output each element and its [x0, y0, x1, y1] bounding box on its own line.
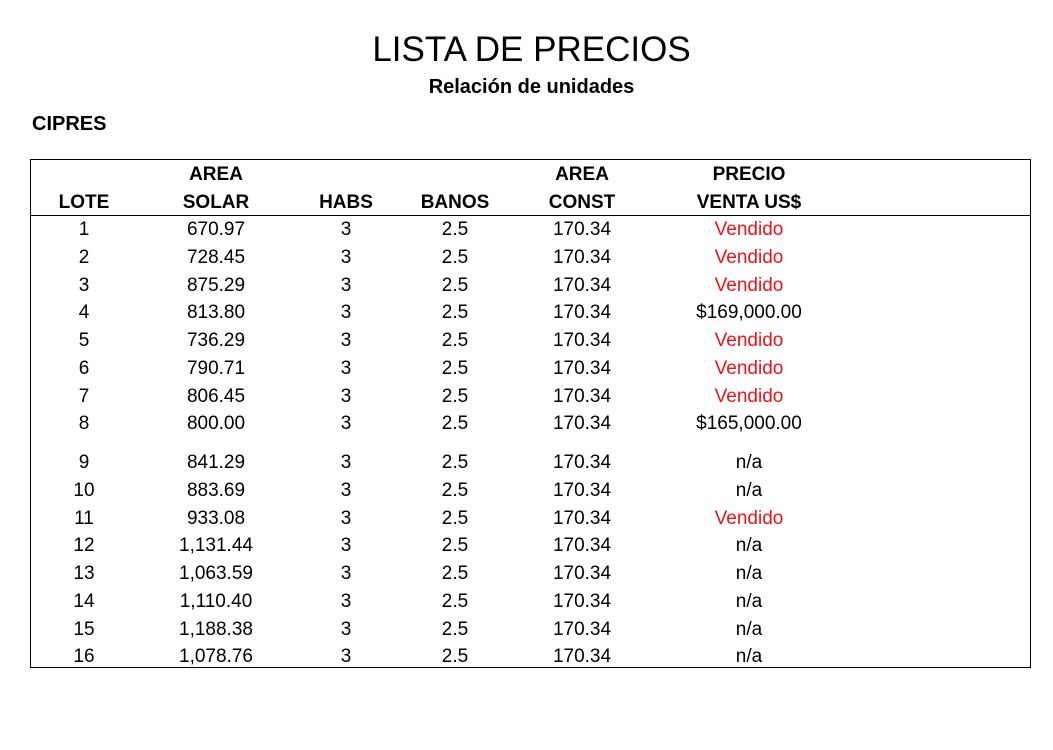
- cell-precio-sold: Vendido: [714, 507, 784, 529]
- cell-habs: 3: [340, 357, 352, 379]
- cell-area-const: 170.34: [552, 563, 612, 584]
- cell-banos: 2.5: [441, 385, 469, 407]
- cell-area-const: 170.34: [552, 646, 612, 668]
- cell-area-solar: 1,063.59: [179, 563, 253, 584]
- cell-area-const: 170.34: [552, 357, 612, 379]
- header-divider: [31, 215, 1030, 216]
- cell-banos: 2.5: [441, 563, 469, 584]
- cell-banos: 2.5: [441, 618, 469, 640]
- cell-habs: 3: [340, 302, 352, 324]
- cell-lote: 15: [73, 618, 95, 640]
- header-area-const-line-1: AREA: [555, 164, 609, 185]
- cell-area-const: 170.34: [552, 590, 612, 612]
- header-lote-line-2: LOTE: [58, 192, 110, 213]
- cell-habs: 3: [340, 563, 352, 584]
- header-area-solar-line-2: SOLAR: [182, 192, 250, 213]
- cell-precio-sold: Vendido: [714, 274, 784, 296]
- cell-habs: 3: [340, 274, 352, 296]
- price-table: [30, 159, 1031, 668]
- cell-area-solar: 813.80: [186, 302, 246, 324]
- section-title: CIPRES: [32, 113, 107, 135]
- cell-area-solar: 806.45: [186, 385, 246, 407]
- cell-precio-sold: Vendido: [714, 330, 784, 351]
- cell-banos: 2.5: [441, 646, 469, 668]
- header-precio-line-1: PRECIO: [712, 164, 786, 185]
- cell-area-const: 170.34: [552, 452, 612, 473]
- cell-lote: 7: [78, 385, 90, 407]
- page-subtitle: Relación de unidades: [428, 76, 635, 98]
- cell-lote: 11: [74, 507, 94, 529]
- cell-area-solar: 736.29: [186, 330, 246, 351]
- cell-precio: n/a: [735, 563, 763, 584]
- cell-habs: 3: [340, 479, 352, 501]
- cell-area-solar: 883.69: [186, 479, 246, 501]
- cell-habs: 3: [340, 618, 352, 640]
- cell-precio: n/a: [735, 646, 763, 668]
- cell-area-solar: 933.08: [186, 507, 246, 529]
- cell-area-const: 170.34: [552, 535, 612, 557]
- cell-area-const: 170.34: [552, 219, 612, 240]
- cell-habs: 3: [340, 385, 352, 407]
- cell-precio-sold: Vendido: [714, 357, 784, 379]
- cell-area-solar: 841.29: [186, 452, 246, 473]
- cell-banos: 2.5: [441, 590, 469, 612]
- cell-lote: 3: [78, 274, 90, 296]
- cell-precio: n/a: [735, 590, 763, 612]
- cell-banos: 2.5: [441, 452, 469, 473]
- cell-lote: 9: [78, 452, 90, 473]
- cell-area-solar: 790.71: [186, 357, 246, 379]
- cell-banos: 2.5: [441, 535, 469, 557]
- cell-lote: 8: [78, 413, 90, 435]
- cell-banos: 2.5: [441, 246, 469, 268]
- cell-habs: 3: [340, 413, 352, 435]
- cell-habs: 3: [340, 535, 352, 557]
- cell-area-const: 170.34: [552, 274, 612, 296]
- cell-lote: 10: [73, 479, 95, 501]
- header-area-const-line-2: CONST: [548, 192, 616, 213]
- cell-banos: 2.5: [441, 302, 469, 324]
- cell-habs: 3: [340, 219, 352, 240]
- cell-banos: 2.5: [441, 507, 469, 529]
- cell-area-solar: 1,188.38: [179, 618, 253, 640]
- cell-area-const: 170.34: [552, 246, 612, 268]
- cell-banos: 2.5: [441, 274, 469, 296]
- cell-precio-sold: Vendido: [714, 246, 784, 268]
- cell-habs: 3: [340, 646, 352, 668]
- cell-precio: n/a: [735, 618, 763, 640]
- page-title: LISTA DE PRECIOS: [372, 30, 691, 69]
- cell-precio-sold: Vendido: [714, 385, 784, 407]
- cell-area-const: 170.34: [552, 413, 612, 435]
- cell-area-solar: 728.45: [186, 246, 246, 268]
- cell-area-solar: 1,110.40: [179, 590, 253, 612]
- cell-area-const: 170.34: [552, 479, 612, 501]
- cell-area-solar: 1,131.44: [179, 535, 253, 557]
- cell-lote: 13: [73, 563, 95, 584]
- cell-precio-sold: Vendido: [714, 219, 784, 240]
- header-habs-line-2: HABS: [319, 192, 373, 213]
- cell-area-const: 170.34: [552, 507, 612, 529]
- cell-banos: 2.5: [441, 413, 469, 435]
- cell-lote: 6: [78, 357, 90, 379]
- cell-lote: 1: [78, 219, 90, 240]
- cell-banos: 2.5: [441, 357, 469, 379]
- cell-area-const: 170.34: [552, 302, 612, 324]
- cell-area-solar: 800.00: [186, 413, 246, 435]
- cell-banos: 2.5: [441, 330, 469, 351]
- cell-habs: 3: [340, 330, 352, 351]
- cell-habs: 3: [340, 452, 352, 473]
- cell-lote: 4: [78, 302, 90, 324]
- cell-lote: 16: [73, 646, 95, 668]
- header-banos-line-2: BANOS: [420, 192, 490, 213]
- cell-area-solar: 670.97: [186, 219, 246, 240]
- cell-area-solar: 875.29: [186, 274, 246, 296]
- cell-banos: 2.5: [441, 219, 469, 240]
- cell-lote: 5: [78, 330, 90, 351]
- cell-habs: 3: [340, 507, 352, 529]
- cell-habs: 3: [340, 590, 352, 612]
- cell-banos: 2.5: [441, 479, 469, 501]
- cell-area-const: 170.34: [552, 385, 612, 407]
- cell-habs: 3: [340, 246, 352, 268]
- cell-precio: n/a: [735, 452, 763, 473]
- cell-precio: n/a: [735, 535, 763, 557]
- cell-area-solar: 1,078.76: [179, 646, 253, 668]
- header-area-solar-line-1: AREA: [189, 164, 243, 185]
- cell-precio: n/a: [735, 479, 763, 501]
- cell-lote: 14: [73, 590, 95, 612]
- cell-lote: 2: [78, 246, 90, 268]
- cell-area-const: 170.34: [552, 330, 612, 351]
- header-precio-line-2: VENTA US$: [696, 192, 802, 213]
- cell-lote: 12: [73, 535, 95, 557]
- cell-precio: $169,000.00: [696, 302, 802, 324]
- cell-area-const: 170.34: [552, 618, 612, 640]
- cell-precio: $165,000.00: [696, 413, 802, 435]
